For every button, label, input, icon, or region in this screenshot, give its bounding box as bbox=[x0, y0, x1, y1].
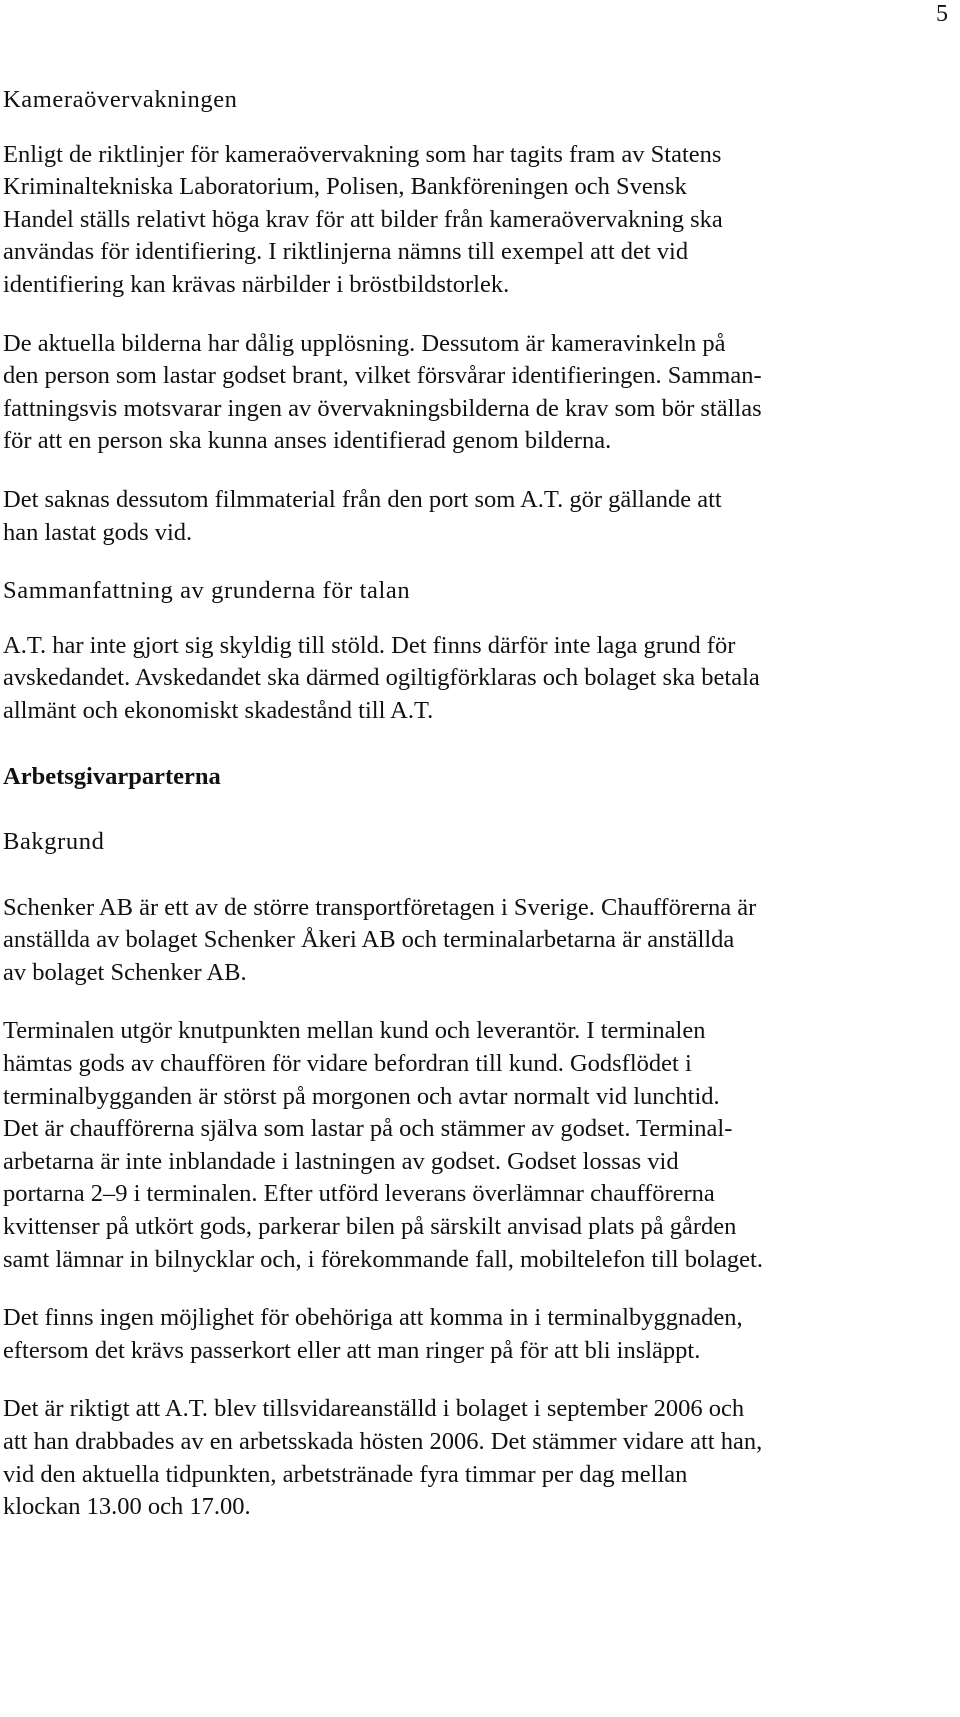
paragraph-filmmaterial: Det saknas dessutom filmmaterial från den port som A.T. gör gällande att han lastat gods vid. bbox=[3, 485, 722, 546]
paragraph-anstallning: Det är riktigt att A.T. blev tillsvidareanställd i bolaget i september 2006 och att han drabbades av en arbetsskada hösten 2006. Det stämmer vidare att han, vid den aktuella tidpunkten, arbetstränade fyra timmar per dag mellan klockan 13.00 och 17.00. bbox=[3, 1395, 763, 1521]
section-heading-kameraovervakningen: Kameraövervakningen bbox=[3, 86, 238, 113]
paragraph-passerkort: Det finns ingen möjlighet för obehöriga att komma in i terminalbyggnaden, eftersom det krävs passerkort eller att man ringer på för att bli insläppt. bbox=[3, 1304, 743, 1364]
party-heading-arbetsgivarparterna: Arbetsgivarparterna bbox=[3, 762, 221, 790]
section-heading-bakgrund: Bakgrund bbox=[3, 828, 105, 856]
page-number: 5 bbox=[936, 1, 948, 27]
paragraph-upplosning: De aktuella bilderna har dålig upplösning. Dessutom är kameravinkeln på den person som lastar godset brant, vilket försvårar identifieringen. Samman- fattningsvis motsvarar ingen av övervakningsbilderna de krav som bör ställas för att en person ska kunna anses identifierad genom bilderna. bbox=[3, 329, 762, 455]
paragraph-terminalen: Terminalen utgör knutpunkten mellan kund och leverantör. I terminalen hämtas gods av chauffören för vidare befordran till kund. Godsflödet i terminalbygganden är störst på morgonen och avtar normalt vid lunchtid. Det är chaufförerna själva som lastar på och stämmer av godset. Terminal- arbetarna är inte inblandade i lastningen av godset. Godset lossas vid portarna 2–9 i terminalen. Efter utförd leverans överlämnar chaufförerna kvittenser på utkört gods, parkerar bilen på särskilt anvisad plats på gården samt lämnar in bilnycklar och, i förekommande fall, mobiltelefon till bolaget. bbox=[3, 1017, 763, 1273]
paragraph-schenker: Schenker AB är ett av de större transportföretagen i Sverige. Chaufförerna är anställda av bolaget Schenker Åkeri AB och terminalarbetarna är anställda av bolaget Schenker AB. bbox=[3, 893, 757, 986]
paragraph-grunderna: A.T. har inte gjort sig skyldig till stöld. Det finns därför inte laga grund för avskedandet. Avskedandet ska därmed ogiltigförklaras och bolaget ska betala allmänt och ekonomiskt skadestånd till A.T. bbox=[3, 631, 760, 724]
document-body bbox=[3, 84, 953, 1524]
paragraph-riktlinjer: Enligt de riktlinjer för kameraövervakning som har tagits fram av Statens Kriminaltekniska Laboratorium, Polisen, Bankföreningen och Svensk Handel ställs relativt höga krav för att bilder från kameraövervakning ska användas för identifiering. I riktlinjerna nämns till exempel att det vid identifiering kan krävas närbilder i bröstbildstorlek. bbox=[3, 140, 723, 298]
section-heading-sammanfattning: Sammanfattning av grunderna för talan bbox=[3, 577, 411, 605]
